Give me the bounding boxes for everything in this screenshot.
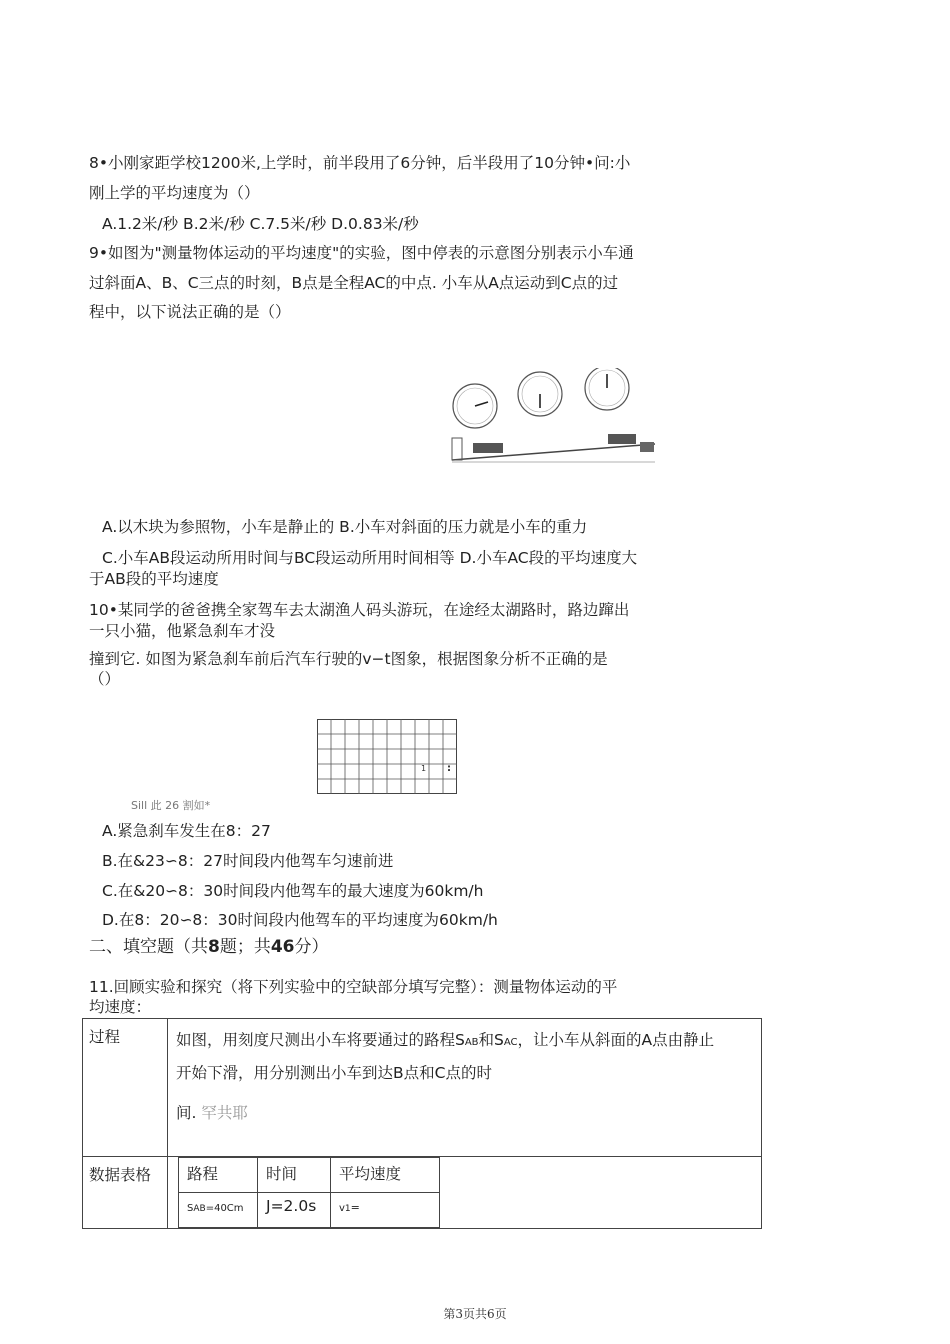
graph-caption: Sill 此 26 割如* xyxy=(131,799,211,812)
q11-line1: 11.回顾实验和探究（将下列实验中的空缺部分填写完整）：测量物体运动的平 xyxy=(89,978,618,996)
q11-line2: 均速度： xyxy=(89,998,152,1016)
q9-opt2b: 于AB段的平均速度 xyxy=(89,570,219,588)
section-prefix: 二、填空题（共 xyxy=(89,937,208,957)
q10-optB: B.在&23∽8：27时间段内他驾车匀速前进 xyxy=(102,852,394,870)
process-line3: 间. 罕共耶 xyxy=(176,1104,248,1122)
section-mid: 题；共 xyxy=(219,937,271,957)
q10-line2: 一只小猫，他紧急刹车才没 xyxy=(89,622,276,640)
section-count: 8 xyxy=(208,937,220,957)
process-cell xyxy=(168,1019,762,1157)
cell-s-ab: SAB=40Cm xyxy=(179,1193,258,1228)
q8-options: A.1.2米/秒 B.2米/秒 C.7.5米/秒 D.0.83米/秒 xyxy=(102,215,419,233)
data-table-cell xyxy=(168,1157,762,1229)
q10-line1: 10•某同学的爸爸携全家驾车去太湖渔人码头游玩，在途经太湖路时，路边蹿出 xyxy=(89,601,630,619)
q10-line3: 撞到它. 如图为紧急刹车前后汽车行驶的v−t图象，根据图象分析不正确的是 xyxy=(89,650,608,668)
cell-v1: v1= xyxy=(331,1193,440,1228)
incline-stopwatch-figure xyxy=(440,368,670,473)
header-avg-speed: 平均速度 xyxy=(331,1158,440,1193)
process-line2: 开始下滑，用分别测出小车到达B点和C点的时 xyxy=(176,1064,492,1082)
data-table-label: 数据表格 xyxy=(83,1157,168,1229)
process-line1: 如图，用刻度尺测出小车将要通过的路程SAB和SAC，让小车从斜面的A点由静止 xyxy=(176,1031,715,1049)
vt-graph-grid xyxy=(317,719,457,794)
stopwatch-a-icon xyxy=(453,384,497,428)
q9-opt2a: C.小车AB段运动所用时间与BC段运动所用时间相等 D.小车AC段的平均速度大 xyxy=(102,549,638,567)
q8-line1: 8•小刚家距学校1200米,上学时，前半段用了6分钟，后半段用了10分钟•问:小 xyxy=(89,154,631,172)
data-table xyxy=(178,1157,440,1228)
section-score: 46 xyxy=(270,937,295,957)
stopwatch-c-icon xyxy=(585,368,629,410)
cell-t-ab: J=2.0s xyxy=(258,1193,331,1228)
q9-opt1: A.以木块为参照物，小车是静止的 B.小车对斜面的压力就是小车的重力 xyxy=(102,518,588,536)
q10-line4: （） xyxy=(89,670,121,688)
process-label: 过程 xyxy=(83,1019,168,1157)
header-time: 时间 xyxy=(258,1158,331,1193)
experiment-table xyxy=(82,1018,762,1229)
q10-optC: C.在&20∽8：30时间段内他驾车的最大速度为60km/h xyxy=(102,882,484,900)
q9-line3: 程中，以下说法正确的是（） xyxy=(89,303,291,321)
grid-mark-1: 1 xyxy=(421,764,427,773)
section-heading xyxy=(89,936,329,958)
grid-mark-2: : xyxy=(447,763,451,774)
q9-line2: 过斜面A、B、C三点的时刻，B点是全程AC的中点. 小车从A点运动到C点的过 xyxy=(89,274,619,292)
q10-optD: D.在8：20∽8：30时间段内他驾车的平均速度为60km/h xyxy=(102,911,498,929)
header-distance: 路程 xyxy=(179,1158,258,1193)
section-suffix: 分） xyxy=(294,937,329,957)
page-footer: 第3页共6页 xyxy=(443,1307,507,1321)
cart-icon xyxy=(473,434,636,453)
q10-optA: A.紧急刹车发生在8：27 xyxy=(102,822,271,840)
stopwatch-b-icon xyxy=(518,372,562,416)
q9-line1: 9•如图为"测量物体运动的平均速度"的实验，图中停表的示意图分别表示小车通 xyxy=(89,244,634,262)
q8-line2: 刚上学的平均速度为（） xyxy=(89,184,260,202)
